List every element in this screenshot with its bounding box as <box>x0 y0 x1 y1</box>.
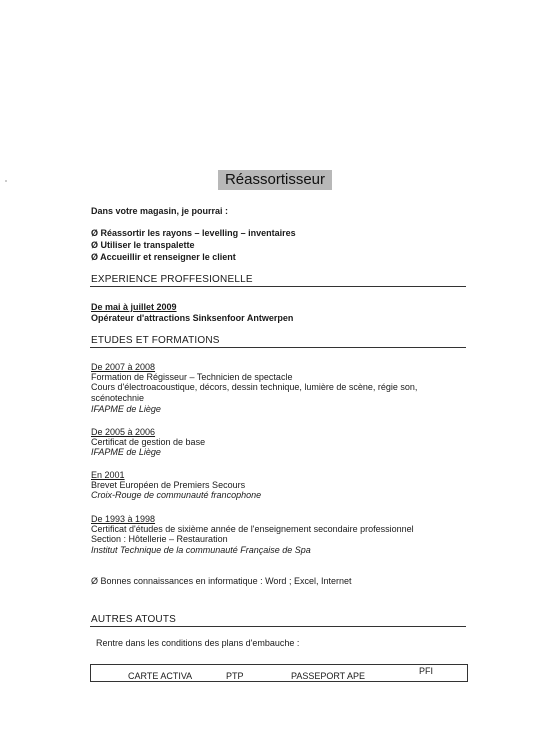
experience-role: Opérateur d'attractions Sinksenfoor Antwerpen <box>91 313 294 323</box>
plan-ptp: PTP <box>226 671 244 681</box>
experience-date: De mai à juillet 2009 <box>91 302 177 312</box>
intro-bullet: Ø Utiliser le transpalette <box>91 240 195 250</box>
education-school: IFAPME de Liège <box>91 404 161 414</box>
education-line: scénotechnie <box>91 393 145 403</box>
education-school: Institut Technique de la communauté Française de Spa <box>91 545 311 555</box>
plan-passeport-ape: PASSEPORT APE <box>291 671 366 681</box>
education-line: Section : Hôtellerie – Restauration <box>91 534 228 544</box>
education-line: Certificat d'études de sixième année de l'enseignement secondaire professionnel <box>91 524 414 534</box>
education-line: Cours d'électroacoustique, décors, dessin technique, lumière de scène, régie son, <box>91 382 418 392</box>
experience-rule <box>90 286 466 287</box>
education-date: De 2005 à 2006 <box>91 427 156 437</box>
plan-pfi: PFI <box>419 666 434 676</box>
assets-rule <box>90 626 466 627</box>
education-line: Certificat de gestion de base <box>91 437 206 447</box>
assets-lead: Rentre dans les conditions des plans d'embauche : <box>96 638 300 648</box>
computer-skills-note: Ø Bonnes connaissances en informatique : Word ; Excel, Internet <box>91 576 352 586</box>
experience-heading: EXPERIENCE PROFFESIONELLE <box>91 274 253 285</box>
education-rule <box>90 347 466 348</box>
education-line: Brevet Européen de Premiers Secours <box>91 480 246 490</box>
education-line: Formation de Régisseur – Technicien de spectacle <box>91 372 293 382</box>
education-date: De 1993 à 1998 <box>91 514 156 524</box>
scan-speck <box>5 180 7 182</box>
education-school: IFAPME de Liège <box>91 447 161 457</box>
plan-carte-activa: CARTE ACTIVA <box>128 671 193 681</box>
education-date: En 2001 <box>91 470 125 480</box>
assets-heading: AUTRES ATOUTS <box>91 614 177 625</box>
page-title: Réassortisseur <box>218 170 332 190</box>
education-heading: ETUDES ET FORMATIONS <box>91 335 220 346</box>
education-date: De 2007 à 2008 <box>91 362 156 372</box>
intro-bullet: Ø Accueillir et renseigner le client <box>91 252 236 262</box>
intro-bullet: Ø Réassortir les rayons – levelling – inventaires <box>91 228 296 238</box>
intro-lead: Dans votre magasin, je pourrai : <box>91 206 229 216</box>
education-school: Croix-Rouge de communauté francophone <box>91 490 262 500</box>
